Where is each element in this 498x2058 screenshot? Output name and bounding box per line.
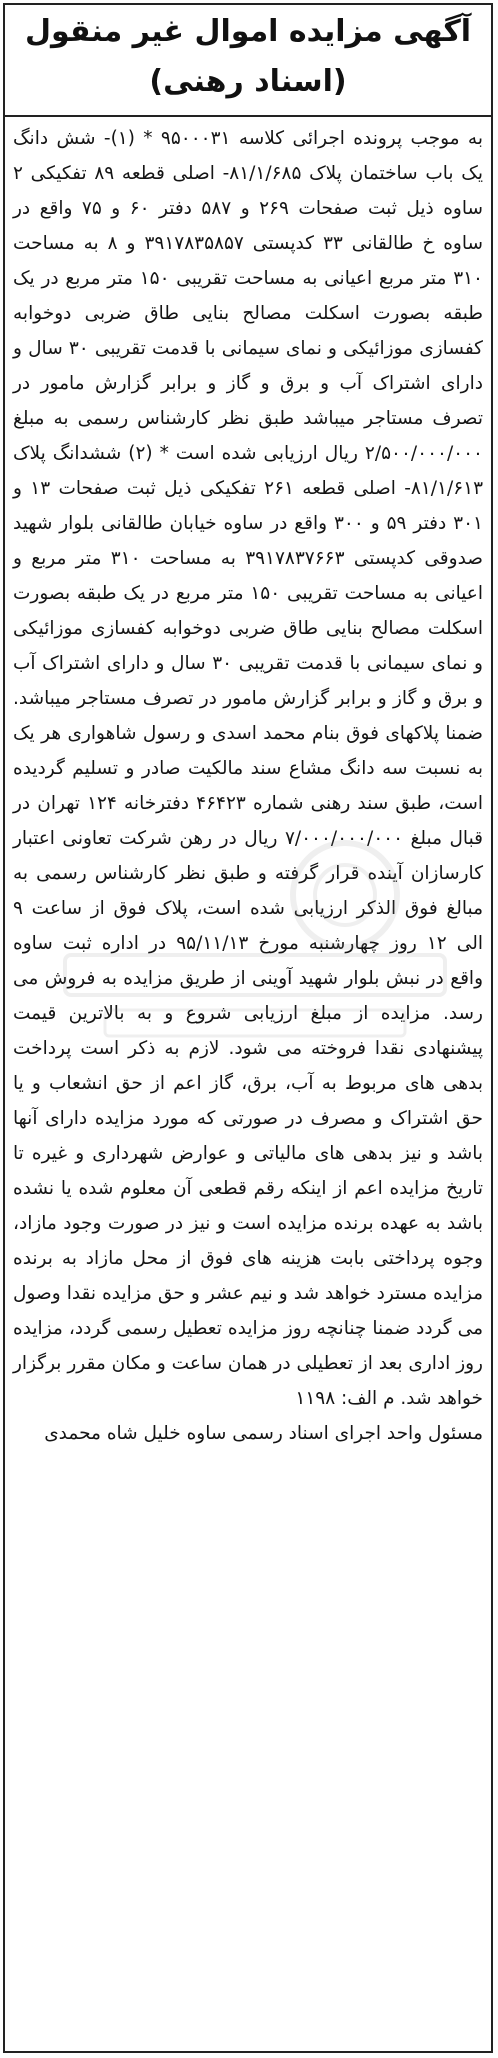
notice-paragraph: به موجب پرونده اجرائی کلاسه ۹۵۰۰۰۳۱ * (۱)- شش دانگ یک باب ساختمان پلاک ۸۱/۱/۶۸۵- اصلی قطعه ۸۹ تفکیکی ۲ ساوه ذیل ثبت صفحات ۲۶۹ و ۵۸۷ دفتر ۶۰ و ۷۵ واقع در ساوه خ طالقانی ۳۳ کدپستی ۳۹۱۷۸۳۵۸۵۷ و ۸ به مساحت ۳۱۰ متر مربع اعیانی به مساحت تقریبی ۱۵۰ متر مربع در یک طبقه بصورت اسکلت مصالح بنایی طاق ضربی دوخوابه کفسازی موزائیکی و نمای سیمانی با قدمت تقریبی ۳۰ سال و دارای اشتراک آب و برق و گاز و برابر گزارش مامور در تصرف مستاجر میباشد طبق نظر کارشناس رسمی به مبلغ ۲/۵۰۰/۰۰۰/۰۰۰ ریال ارزیابی شده است * (۲) ششدانگ پلاک ۸۱/۱/۶۱۳- اصلی قطعه ۲۶۱ تفکیکی ذیل ثبت صفحات ۱۳ و ۳۰۱ دفتر ۵۹ و ۳۰۰ واقع در ساوه خیابان طالقانی بلوار شهید صدوقی کدپستی ۳۹۱۷۸۳۷۶۶۳ به مساحت ۳۱۰ متر مربع و اعیانی به مساحت تقریبی ۱۵۰ متر مربع در یک طبقه بصورت اسکلت مصالح بنایی طاق ضربی دوخوابه کفسازی موزائیکی و نمای سیمانی با قدمت تقریبی ۳۰ سال و دارای اشتراک آب و برق و گاز و برابر گزارش مامور در تصرف مستاجر میباشد. ضمنا پلاکهای فوق بنام محمد اسدی و رسول شاهواری هر یک به نسبت سه دانگ مشاع سند مالکیت صادر و تسلیم گردیده است، طبق سند رهنی شماره ۴۶۴۲۳ دفترخانه ۱۲۴ تهران در قبال مبلغ ۷/۰۰۰/۰۰۰/۰۰۰ ریال در رهن شرکت تعاونی اعتبار کارسازان آینده قرار گرفته و طبق نظر کارشناس رسمی به مبالغ فوق الذکر ارزیابی شده است، پلاک فوق از ساعت ۹ الی ۱۲ روز چهارشنبه مورخ ۹۵/۱۱/۱۳ در اداره ثبت ساوه واقع در نبش بلوار شهید آوینی از طریق مزایده به فروش می رسد. مزایده از مبلغ ارزیابی شروع و به بالاترین قیمت پیشنهادی نقدا فروخته می شود. لازم به ذکر است پرداخت بدهی های مربوط به آب، برق، گاز اعم از حق انشعاب و یا حق اشتراک و مصرف در صورتی که مورد مزایده دارای آنها باشد و نیز بدهی های مالیاتی و عوارض شهرداری و غیره تا تاریخ مزایده اعم از اینکه رقم قطعی آن معلوم شده یا نشده باشد به عهده برنده مزایده است و نیز در صورت وجود مازاد، وجوه پرداختی بابت هزینه های فوق از محل مازاد به برنده مزایده مسترد خواهد شد و نیم عشر و حق مزایده نقدا وصول می گردد ضمنا چنانچه روز مزایده تعطیل رسمی گردد، مزایده روز اداری بعد از تعطیلی در همان ساعت و مکان مقرر برگزار خواهد شد. م الف: ۱۱۹۸: [13, 128, 484, 1409]
notice-title: آگهی مزایده اموال غیر منقول (اسناد رهنی): [5, 5, 491, 117]
notice-frame: [3, 3, 493, 2053]
notice-body: [5, 117, 491, 1416]
notice-signature: مسئول واحد اجرای اسناد رسمی ساوه خلیل شاه محمدی: [44, 1423, 483, 1444]
